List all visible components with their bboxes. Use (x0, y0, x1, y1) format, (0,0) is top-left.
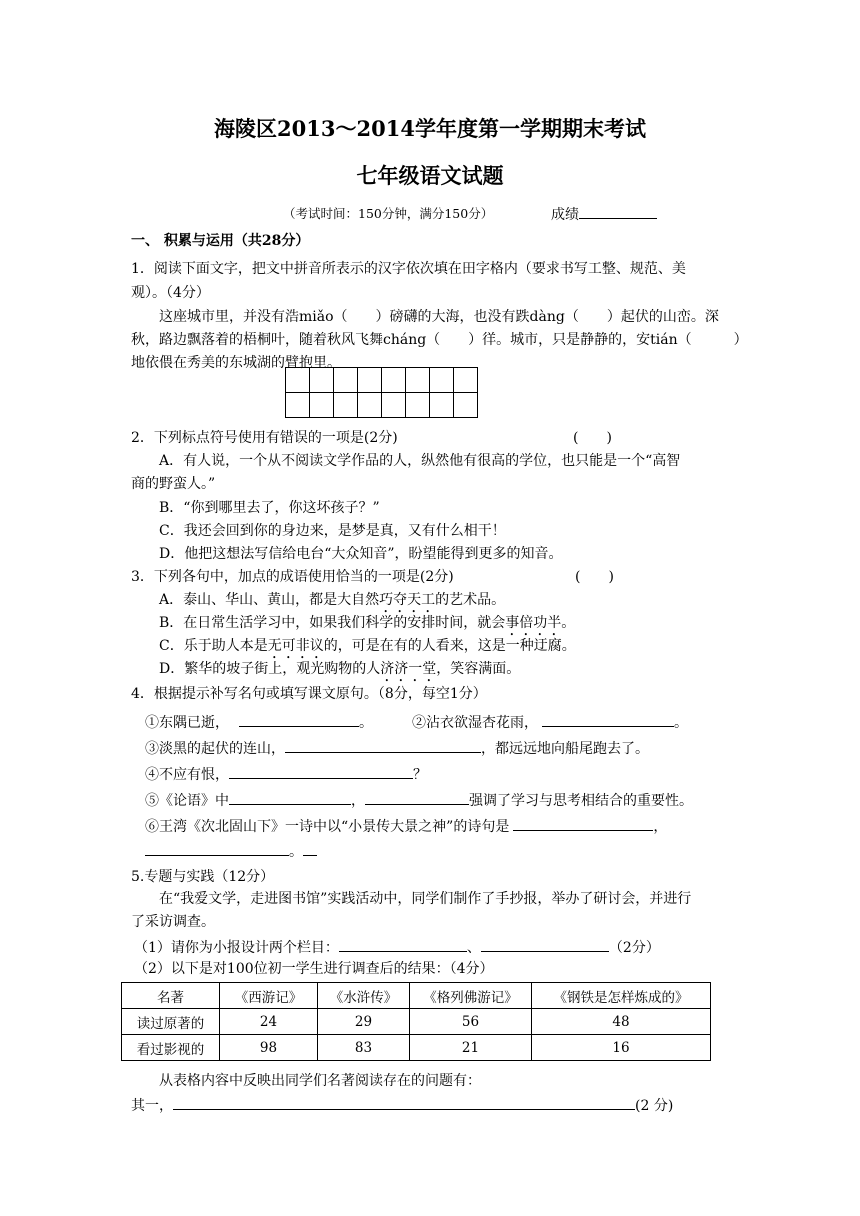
table-header-row (122, 983, 711, 1009)
blank-3[interactable] (285, 737, 481, 753)
column-blank-2[interactable] (481, 936, 609, 952)
table-cell: 56 (410, 1009, 532, 1035)
idiom-a: 巧夺天工 (379, 592, 436, 608)
q4-item-2: ②沾衣欲湿杏花雨， 。 (412, 711, 688, 733)
q2-option-c: C．我还会回到你的身边来，是梦是真，又有什么相干！ (159, 523, 506, 539)
q4-item-3: ③淡黑的起伏的连山， ，都远远地向船尾跑去了。 (145, 737, 649, 759)
score-label: 成绩 (551, 207, 579, 223)
q1-stem-line2: 观）。（4分） (131, 285, 210, 301)
table-row (122, 1035, 711, 1061)
q3-option-b: B．在日常生活学习中，如果我们科学的安排时间，就会事倍功半。 (159, 615, 576, 631)
blank-4[interactable] (229, 763, 413, 779)
blank-1[interactable] (239, 711, 359, 727)
q2-option-b: B．“你到哪里去了，你这坏孩子？” (159, 500, 380, 516)
exam-title: 海陵区2013～2014学年度第一学期期末考试 (214, 116, 646, 141)
q2-option-d: D．他把这想法写信给电台“大众知音”，盼望能得到更多的知音。 (159, 546, 563, 562)
answer-blank-1[interactable] (173, 1094, 635, 1110)
blank-5a[interactable] (229, 789, 351, 805)
table-header-cell: 名著 (122, 983, 220, 1009)
blank-5b[interactable] (365, 789, 469, 805)
table-header-cell: 《西游记》 (220, 983, 318, 1009)
score-blank[interactable] (579, 203, 657, 219)
q4-item-1: ①东隅已逝， 。 (145, 711, 373, 733)
q5-heading: 5.专题与实践（12分） (131, 869, 275, 885)
q2-option-a-line2: 商的野蛮人。” (131, 476, 216, 492)
table-cell: 16 (532, 1035, 711, 1061)
table-row (122, 1009, 711, 1035)
score-field (551, 203, 657, 224)
q1-passage-line3: 地依偎在秀美的东城湖的臂抱里。 (131, 355, 341, 371)
q5-intro-line2: 了采访调查。 (131, 914, 215, 930)
blank-6b[interactable] (145, 840, 289, 856)
q2-answer-bracket[interactable]: ( ) (573, 430, 612, 446)
q1-passage-line1: 这座城市里，并没有浩miǎo（ ）磅礴的大海，也没有跌dàng（ ）起伏的山峦。深 (159, 309, 719, 325)
q5-intro-line1: 在“我爱文学，走进图书馆”实践活动中，同学们制作了手抄报，举办了研讨会，并进行 (159, 891, 692, 907)
q3-option-c: C．乐于助人本是无可非议的，可是在有的人看来，这是一种迂腐。 (159, 638, 576, 654)
q3-option-a: A．泰山、华山、黄山，都是大自然巧夺天工的艺术品。 (159, 592, 506, 608)
q5-reflect: 从表格内容中反映出同学们名著阅读存在的问题有： (159, 1073, 481, 1089)
survey-table (121, 982, 711, 1061)
table-header-cell: 《格列佛游记》 (410, 983, 532, 1009)
q3-answer-bracket[interactable]: ( ) (575, 569, 614, 585)
idiom-c: 无可非议 (267, 638, 324, 654)
blank-6b-tail (303, 840, 317, 856)
q2-stem: 2．下列标点符号使用有错误的一项是(2分) (131, 430, 398, 446)
table-cell: 21 (410, 1035, 532, 1061)
exam-subtitle: 七年级语文试题 (356, 163, 504, 188)
table-cell: 读过原著的 (122, 1009, 220, 1035)
table-cell: 48 (532, 1009, 711, 1035)
q4-stem: 4．根据提示补写名句或填写课文原句。（8分，每空1分） (131, 686, 487, 702)
table-cell: 29 (318, 1009, 410, 1035)
table-header-cell: 《水浒传》 (318, 983, 410, 1009)
q4-item-6: ⑥王湾《次北固山下》一诗中以“小景传大景之神”的诗句是 ， (145, 815, 667, 837)
table-cell: 83 (318, 1035, 410, 1061)
exam-info: （考试时间：150分钟，满分150分） (283, 206, 494, 221)
q1-stem-line1: 1．阅读下面文字，把文中拼音所表示的汉字依次填在田字格内（要求书写工整、规范、美 (131, 261, 686, 277)
table-cell: 98 (220, 1035, 318, 1061)
column-blank-1[interactable] (339, 936, 467, 952)
q4-item-6-cont: 。 (145, 840, 317, 862)
q3-stem: 3．下列各句中，加点的成语使用恰当的一项是(2分) (131, 569, 454, 585)
q5-answer-1: 其一， (2 分) (131, 1094, 673, 1116)
blank-2[interactable] (542, 711, 674, 727)
idiom-b: 事倍功半 (505, 615, 562, 631)
table-cell: 24 (220, 1009, 318, 1035)
table-cell: 看过影视的 (122, 1035, 220, 1061)
q5-sub1: （1）请你为小报设计两个栏目： 、 （2分） (134, 936, 660, 958)
q5-sub2: （2）以下是对100位初一学生进行调查后的结果：（4分） (134, 961, 494, 977)
q3-option-d: D．繁华的坡子街上，观光购物的人济济一堂，笑容满面。 (159, 661, 521, 677)
q4-item-5: ⑤《论语》中 ， 强调了学习与思考相结合的重要性。 (145, 789, 693, 811)
section-heading: 一、 积累与运用（共28分） (131, 233, 310, 249)
q4-item-4: ④不应有恨， ？ (145, 763, 427, 785)
tianzige-grid[interactable] (285, 367, 478, 418)
q2-option-a-line1: A．有人说，一个从不阅读文学作品的人，纵然他有很高的学位，也只能是一个“高智 (159, 453, 681, 469)
blank-6a[interactable] (513, 815, 653, 831)
q1-passage-line2: 秋，路边飘落着的梧桐叶，随着秋风飞舞cháng（ ）徉。城市，只是静静的，安tián（ ） (131, 332, 748, 348)
idiom-d: 济济一堂 (380, 661, 437, 677)
table-header-cell: 《钢铁是怎样炼成的》 (532, 983, 711, 1009)
